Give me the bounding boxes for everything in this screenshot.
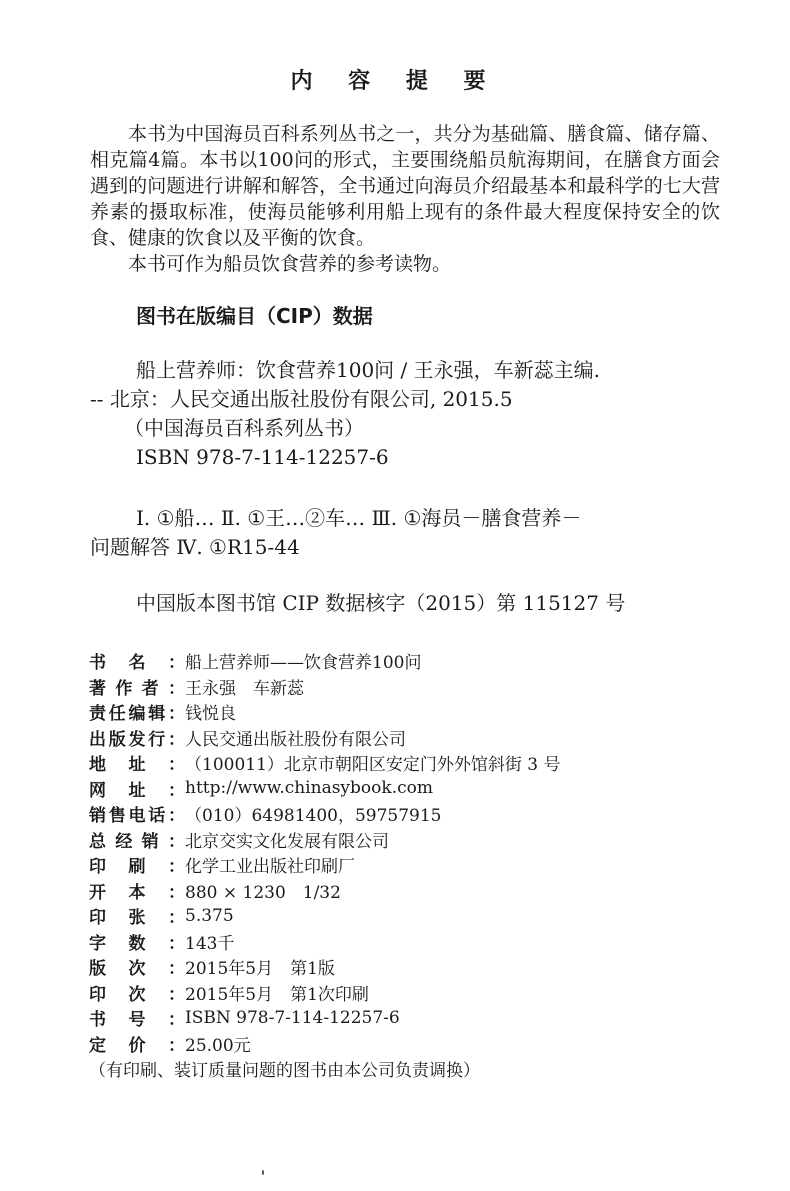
publication-row bbox=[89, 929, 729, 955]
publication-label: 地 址 ： bbox=[89, 755, 185, 776]
publication-label: 印 次 ： bbox=[89, 984, 185, 1005]
scan-speck bbox=[262, 1170, 264, 1175]
cip-heading: 图书在版编目（CIP）数据 bbox=[136, 304, 373, 328]
publication-row bbox=[89, 980, 729, 1006]
publication-value: http://www.chinasybook.com bbox=[185, 778, 433, 799]
publication-value: 143千 bbox=[185, 933, 235, 954]
cip-series-line: （中国海员百科系列丛书） bbox=[124, 416, 364, 440]
page-title: 内 容 提 要 bbox=[290, 69, 500, 94]
publication-value: 2015年5月 第1次印刷 bbox=[185, 984, 369, 1005]
abstract-paragraph: 本书为中国海员百科系列丛书之一，共分为基础篇、膳食篇、储存篇、相克篇4篇。本书以100问的形式，主要围绕船员航海期间，在膳食方面会遇到的问题进行讲解和解答，全书通过向海员介绍最基本和最科学的七大营养素的摄取标准，使海员能够利用船上现有的条件最大程度保持安全的饮食、健康的饮食以及平衡的饮食。 bbox=[90, 123, 720, 249]
publication-row bbox=[89, 954, 729, 980]
publication-row bbox=[89, 801, 729, 827]
publication-row bbox=[89, 776, 729, 802]
publication-label: 定 价 ： bbox=[89, 1035, 185, 1056]
cip-title-line: 船上营养师：饮食营养100问 / 王永强，车新蕊主编. bbox=[136, 358, 600, 382]
publication-label: 出 版 发 行 ： bbox=[89, 729, 185, 750]
publication-row bbox=[89, 699, 729, 725]
publication-row bbox=[89, 750, 729, 776]
cip-publisher-line: -- 北京：人民交通出版社股份有限公司, 2015.5 bbox=[90, 387, 513, 411]
publication-row bbox=[89, 648, 729, 674]
abstract-paragraph: 本书可作为船员饮食营养的参考读物。 bbox=[128, 253, 452, 275]
cip-isbn-line: ISBN 978-7-114-12257-6 bbox=[136, 445, 389, 469]
publication-value: 钱悦良 bbox=[185, 704, 236, 725]
publication-value: 王永强 车新蕊 bbox=[185, 678, 304, 699]
publication-value: 人民交通出版社股份有限公司 bbox=[185, 729, 406, 750]
publication-row bbox=[89, 1031, 729, 1057]
publication-value: （100011）北京市朝阳区安定门外外馆斜街 3 号 bbox=[185, 755, 561, 776]
quality-note: （有印刷、装订质量问题的图书由本公司负责调换） bbox=[89, 1061, 480, 1081]
publication-row bbox=[89, 878, 729, 904]
publication-value: 船上营养师——饮食营养100问 bbox=[185, 653, 422, 674]
publication-row bbox=[89, 725, 729, 751]
publication-label: 网 址 ： bbox=[89, 780, 185, 801]
publication-label: 印 张 ： bbox=[89, 908, 185, 929]
publication-label: 印 刷 ： bbox=[89, 857, 185, 878]
publication-label: 书 号 ： bbox=[89, 1010, 185, 1031]
publication-value: 25.00元 bbox=[185, 1035, 251, 1056]
cip-record-number: 中国版本图书馆 CIP 数据核字（2015）第 115127 号 bbox=[136, 591, 626, 615]
publication-label: 著 作 者 ： bbox=[89, 678, 185, 699]
publication-value: 北京交实文化发展有限公司 bbox=[185, 831, 389, 852]
publication-value: ISBN 978-7-114-12257-6 bbox=[185, 1007, 400, 1028]
publication-row bbox=[89, 1005, 729, 1031]
publication-row bbox=[89, 903, 729, 929]
publication-row bbox=[89, 674, 729, 700]
publication-row bbox=[89, 827, 729, 853]
publication-label: 开 本 ： bbox=[89, 882, 185, 903]
publication-label: 责 任 编 辑 ： bbox=[89, 704, 185, 725]
publication-label: 销 售 电 话 ： bbox=[89, 806, 185, 827]
cip-classification-line: Ⅰ. ①船… Ⅱ. ①王…②车… Ⅲ. ①海员－膳食营养－ bbox=[136, 506, 582, 530]
publication-label: 版 次 ： bbox=[89, 959, 185, 980]
publication-label: 总 经 销 ： bbox=[89, 831, 185, 852]
publication-label: 书 名 ： bbox=[89, 653, 185, 674]
cip-classification-line: 问题解答 Ⅳ. ①R15-44 bbox=[90, 535, 300, 559]
publication-value: 化学工业出版社印刷厂 bbox=[185, 857, 355, 878]
publication-value: 5.375 bbox=[185, 905, 234, 926]
publication-label: 字 数 ： bbox=[89, 933, 185, 954]
publication-value: 2015年5月 第1版 bbox=[185, 959, 335, 980]
abstract-section bbox=[90, 121, 720, 277]
publication-value: （010）64981400，59757915 bbox=[185, 806, 442, 827]
publication-row bbox=[89, 852, 729, 878]
publication-info-table bbox=[89, 648, 729, 1081]
publication-value: 880 × 1230 1/32 bbox=[185, 882, 341, 903]
